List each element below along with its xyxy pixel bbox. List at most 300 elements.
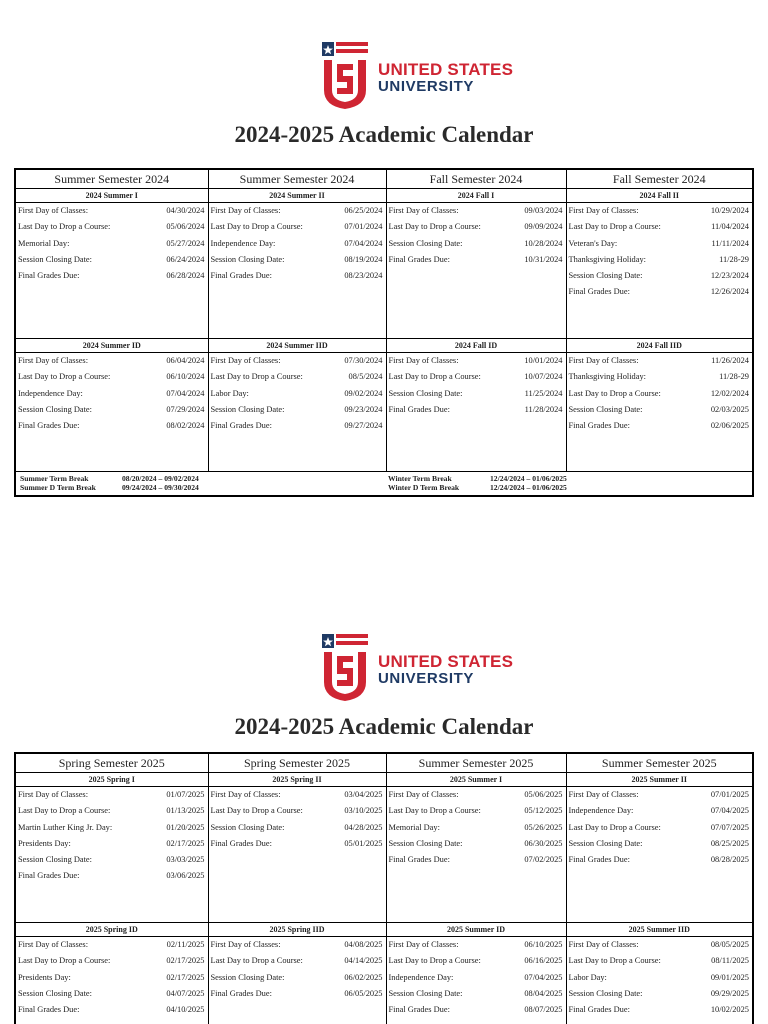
date-label: Session Closing Date: [388,388,463,398]
date-label: First Day of Classes: [568,356,639,365]
date-row [387,219,566,235]
date-row [209,252,386,268]
date-label: Final Grades Due: [210,271,272,281]
date-value: 08/07/2025 [524,1005,563,1015]
date-value: 03/04/2025 [344,790,383,799]
date-value: 06/25/2024 [344,206,383,215]
term-title: 2025 Summer ID [387,923,566,937]
date-value: 07/02/2025 [524,855,563,865]
term-title: 2024 Summer II [209,189,386,203]
date-row [567,986,753,1002]
break-dates: 09/24/2024 – 09/30/2024 [122,483,199,492]
logo-wordmark-line2: UNIVERSITY [378,78,475,95]
break-dates: 12/24/2024 – 01/06/2025 [490,473,567,483]
semester-header-row [16,170,752,189]
term-block [16,923,208,1024]
term-breaks [16,471,752,495]
semester-header: Summer Semester 2025 [566,754,752,773]
semester-header: Spring Semester 2025 [208,754,386,773]
date-row [387,386,566,402]
date-value: 11/28-29 [719,372,749,382]
date-row [209,203,386,219]
date-label: Final Grades Due: [568,1005,630,1015]
date-row [209,787,386,803]
date-value: 04/07/2025 [166,988,205,998]
date-label: Final Grades Due: [210,988,272,998]
date-row [387,402,566,418]
date-row [387,236,566,252]
date-value: 06/16/2025 [524,956,563,966]
date-label: Final Grades Due: [568,421,630,431]
break-row [388,474,752,484]
date-label: First Day of Classes: [18,790,89,799]
term-title: 2025 Spring ID [16,923,208,937]
date-value: 07/04/2025 [710,806,749,816]
date-row [16,353,208,369]
date-value: 04/14/2025 [344,956,383,966]
date-row [209,386,386,402]
date-row [567,787,753,803]
date-value: 06/04/2024 [166,356,205,365]
term-block [16,339,208,471]
term-block [16,189,208,339]
date-row [16,236,208,252]
date-value: 01/13/2025 [166,806,205,816]
date-label: Last Day to Drop a Course: [210,222,303,232]
date-row [567,386,753,402]
date-value: 08/04/2025 [524,988,563,998]
date-label: Final Grades Due: [388,404,450,414]
date-label: Session Closing Date: [18,254,92,264]
date-label: Labor Day: [210,388,249,398]
date-label: Last Day to Drop a Course: [210,806,303,816]
date-value: 06/28/2024 [166,271,205,281]
term-title: 2025 Summer II [567,773,753,787]
date-row [387,820,566,836]
date-label: Last Day to Drop a Course: [388,222,481,232]
date-value: 11/11/2024 [711,238,749,248]
date-value: 02/06/2025 [710,421,749,431]
date-label: First Day of Classes: [210,206,281,215]
date-label: First Day of Classes: [568,206,639,215]
date-row [387,937,566,953]
date-row [16,418,208,434]
break-label: Summer D Term Break [20,483,96,492]
date-label: Final Grades Due: [18,271,80,281]
date-label: Last Day to Drop a Course: [568,822,661,832]
date-label: Last Day to Drop a Course: [18,956,111,966]
date-label: Last Day to Drop a Course: [210,372,303,382]
calendar-table [14,752,754,1024]
date-row [567,284,753,300]
date-label: Last Day to Drop a Course: [388,372,481,382]
term-title: 2025 Spring I [16,773,208,787]
term-block [386,339,566,471]
date-value: 08/11/2025 [711,956,749,966]
date-label: Martin Luther King Jr. Day: [18,822,113,832]
page-title: 2024-2025 Academic Calendar [234,714,534,739]
date-row [387,852,566,868]
date-label: First Day of Classes: [210,356,281,365]
date-label: Final Grades Due: [18,421,80,431]
term-block [386,773,566,923]
date-value: 09/23/2024 [344,404,383,414]
date-row [567,970,753,986]
usu-shield-icon [322,634,368,702]
date-label: Labor Day: [568,972,607,982]
date-row [209,986,386,1002]
date-value: 11/28/2024 [524,404,563,414]
date-label: Presidents Day: [18,838,71,848]
date-value: 08/05/2025 [710,940,749,949]
date-label: Last Day to Drop a Course: [388,806,481,816]
date-label: Final Grades Due: [568,287,630,297]
date-row [387,353,566,369]
semester-header: Fall Semester 2024 [386,170,566,189]
date-row [16,203,208,219]
date-row [16,1002,208,1018]
break-label: Summer Term Break [20,473,89,483]
date-row [16,787,208,803]
date-row [16,836,208,852]
break-row [20,474,384,484]
date-row [567,803,753,819]
date-value: 06/30/2025 [524,838,563,848]
date-value: 09/27/2024 [344,421,383,431]
term-block [208,189,386,339]
date-label: Session Closing Date: [388,988,463,998]
date-row [567,953,753,969]
date-row [567,203,753,219]
date-label: Session Closing Date: [210,254,285,264]
term-block [386,189,566,339]
term-title: 2024 Fall I [387,189,566,203]
date-label: Last Day to Drop a Course: [568,222,661,232]
date-value: 11/26/2024 [711,356,749,365]
date-label: Memorial Day: [388,822,440,832]
date-label: Final Grades Due: [210,838,272,848]
date-row [387,803,566,819]
term-block-row [16,773,752,923]
date-label: Session Closing Date: [568,404,643,414]
date-value: 06/05/2025 [344,988,383,998]
date-row [387,986,566,1002]
date-row [567,268,753,284]
date-label: First Day of Classes: [18,356,89,365]
term-block [386,923,566,1024]
calendar-table [14,168,754,497]
date-value: 05/26/2025 [524,822,563,832]
break-row [20,483,384,493]
date-row [567,836,753,852]
date-row [209,418,386,434]
semester-header-row [16,754,752,773]
term-block-row [16,189,752,339]
term-block-row [16,923,752,1024]
semester-header: Summer Semester 2024 [208,170,386,189]
term-block [16,773,208,923]
date-row [387,203,566,219]
logo-wordmark-line1: UNITED STATES [378,652,514,671]
date-value: 03/10/2025 [344,806,383,816]
date-label: Independence Day: [18,388,83,398]
date-label: Session Closing Date: [568,271,643,281]
date-label: Final Grades Due: [18,1005,80,1015]
date-row [209,937,386,953]
date-label: Session Closing Date: [388,238,463,248]
date-value: 08/5/2024 [348,372,383,382]
date-row [16,402,208,418]
date-row [209,803,386,819]
date-row [209,402,386,418]
date-row [16,268,208,284]
date-row [567,937,753,953]
date-label: First Day of Classes: [388,206,459,215]
date-value: 07/04/2024 [344,238,383,248]
date-value: 02/11/2025 [166,940,205,949]
term-title: 2025 Spring II [209,773,386,787]
date-value: 02/17/2025 [166,972,205,982]
date-row [567,418,753,434]
date-value: 09/03/2024 [524,206,563,215]
date-label: Final Grades Due: [568,855,630,865]
date-label: Final Grades Due: [210,421,272,431]
date-label: Last Day to Drop a Course: [210,956,303,966]
date-value: 02/03/2025 [710,404,749,414]
date-label: Session Closing Date: [568,988,643,998]
date-label: Independence Day: [210,238,276,248]
date-value: 07/04/2024 [166,388,205,398]
term-title: 2025 Summer I [387,773,566,787]
date-value: 04/10/2025 [166,1005,205,1015]
date-row [209,820,386,836]
semester-header: Summer Semester 2024 [16,170,208,189]
date-value: 08/25/2025 [710,838,749,848]
date-label: Final Grades Due: [388,254,450,264]
date-value: 11/04/2024 [711,222,749,232]
term-block [566,339,752,471]
semester-header: Spring Semester 2025 [16,754,208,773]
date-row [567,820,753,836]
semester-header: Summer Semester 2025 [386,754,566,773]
date-label: Session Closing Date: [210,404,285,414]
term-block [566,189,752,339]
date-row [16,970,208,986]
date-label: Independence Day: [388,972,454,982]
term-block-row [16,339,752,471]
date-value: 08/28/2025 [710,855,749,865]
date-value: 10/02/2025 [710,1005,749,1015]
date-label: Session Closing Date: [210,822,285,832]
date-row [387,970,566,986]
term-title: 2024 Fall IID [567,339,753,353]
date-row [567,852,753,868]
winter-breaks [384,474,752,495]
break-dates: 12/24/2024 – 01/06/2025 [490,483,567,492]
date-label: Session Closing Date: [568,838,643,848]
date-label: First Day of Classes: [568,940,639,949]
date-row [209,353,386,369]
break-row [388,483,752,493]
date-row [567,219,753,235]
date-label: Independence Day: [568,806,634,816]
university-logo [322,634,522,702]
date-label: First Day of Classes: [210,790,281,799]
date-label: Session Closing Date: [18,404,92,414]
date-value: 08/02/2024 [166,421,205,431]
date-row [567,1002,753,1018]
date-value: 09/01/2025 [710,972,749,982]
break-label: Winter Term Break [388,473,452,483]
date-label: Last Day to Drop a Course: [18,372,111,382]
date-row [16,252,208,268]
break-label: Winter D Term Break [388,483,460,492]
date-label: Last Day to Drop a Course: [388,956,481,966]
date-row [387,369,566,385]
university-logo [322,42,522,110]
date-value: 09/29/2025 [710,988,749,998]
date-label: Last Day to Drop a Course: [18,806,111,816]
date-row [387,252,566,268]
date-label: Session Closing Date: [210,972,285,982]
date-row [16,868,208,884]
date-row [567,369,753,385]
date-label: Session Closing Date: [18,855,92,865]
date-label: Session Closing Date: [388,838,463,848]
term-block [566,923,752,1024]
date-row [16,369,208,385]
date-value: 05/06/2024 [166,222,205,232]
date-row [209,219,386,235]
date-value: 03/03/2025 [166,855,205,865]
date-value: 09/09/2024 [524,222,563,232]
date-value: 07/29/2024 [166,404,205,414]
date-value: 05/01/2025 [344,838,383,848]
date-row [209,268,386,284]
date-value: 12/02/2024 [710,388,749,398]
date-value: 04/30/2024 [166,206,205,215]
term-title: 2024 Fall ID [387,339,566,353]
date-row [16,386,208,402]
date-label: First Day of Classes: [18,940,89,949]
date-row [209,369,386,385]
term-title: 2024 Summer IID [209,339,386,353]
usu-shield-icon [322,42,368,110]
date-value: 07/07/2025 [710,822,749,832]
date-value: 07/30/2024 [344,356,383,365]
date-value: 01/20/2025 [166,822,205,832]
date-label: Memorial Day: [18,238,70,248]
date-label: Presidents Day: [18,972,71,982]
semester-header: Fall Semester 2024 [566,170,752,189]
date-value: 08/23/2024 [344,271,383,281]
date-label: Thanksgiving Holiday: [568,372,646,382]
date-label: Final Grades Due: [388,855,450,865]
date-label: First Day of Classes: [388,790,459,799]
date-row [387,787,566,803]
date-value: 06/24/2024 [166,254,205,264]
term-title: 2024 Summer I [16,189,208,203]
date-row [16,937,208,953]
date-label: First Day of Classes: [18,206,89,215]
page-title: 2024-2025 Academic Calendar [234,122,534,147]
date-row [209,953,386,969]
date-row [16,219,208,235]
date-value: 04/08/2025 [344,940,383,949]
date-value: 10/31/2024 [524,254,563,264]
date-value: 10/01/2024 [524,356,563,365]
date-row [567,402,753,418]
term-title: 2025 Summer IID [567,923,753,937]
date-value: 10/07/2024 [524,372,563,382]
date-value: 06/10/2024 [166,372,205,382]
date-label: First Day of Classes: [388,356,459,365]
date-value: 03/06/2025 [166,871,205,881]
date-value: 04/28/2025 [344,822,383,832]
date-value: 10/29/2024 [710,206,749,215]
date-value: 11/25/2024 [524,388,563,398]
date-label: Final Grades Due: [18,871,80,881]
date-row [387,1002,566,1018]
date-row [16,953,208,969]
logo-wordmark-line2: UNIVERSITY [378,670,475,687]
term-title: 2024 Fall II [567,189,753,203]
date-row [209,970,386,986]
date-row [387,953,566,969]
date-label: First Day of Classes: [568,790,639,799]
date-row [567,236,753,252]
date-value: 05/12/2025 [524,806,563,816]
date-row [16,986,208,1002]
date-label: Final Grades Due: [388,1005,450,1015]
date-value: 11/28-29 [719,254,749,264]
date-value: 07/01/2024 [344,222,383,232]
date-label: Last Day to Drop a Course: [18,222,111,232]
date-value: 12/23/2024 [710,271,749,281]
date-value: 09/02/2024 [344,388,383,398]
date-label: Session Closing Date: [18,988,92,998]
term-title: 2025 Spring IID [209,923,386,937]
date-row [387,836,566,852]
break-dates: 08/20/2024 – 09/02/2024 [122,473,199,483]
date-value: 06/02/2025 [344,972,383,982]
date-row [567,252,753,268]
date-value: 07/04/2025 [524,972,563,982]
date-label: Last Day to Drop a Course: [568,388,661,398]
date-value: 08/19/2024 [344,254,383,264]
date-value: 02/17/2025 [166,838,205,848]
date-value: 07/01/2025 [710,790,749,799]
date-value: 06/10/2025 [524,940,563,949]
date-row [567,353,753,369]
date-row [16,852,208,868]
date-value: 02/17/2025 [166,956,205,966]
date-row [209,836,386,852]
date-value: 10/28/2024 [524,238,563,248]
date-value: 01/07/2025 [166,790,205,799]
date-value: 12/26/2024 [710,287,749,297]
date-row [16,803,208,819]
summer-breaks [16,474,384,495]
term-title: 2024 Summer ID [16,339,208,353]
term-block [208,923,386,1024]
term-block [208,339,386,471]
date-label: Thanksgiving Holiday: [568,254,646,264]
term-block [566,773,752,923]
date-value: 05/06/2025 [524,790,563,799]
date-label: First Day of Classes: [210,940,281,949]
date-row [209,236,386,252]
